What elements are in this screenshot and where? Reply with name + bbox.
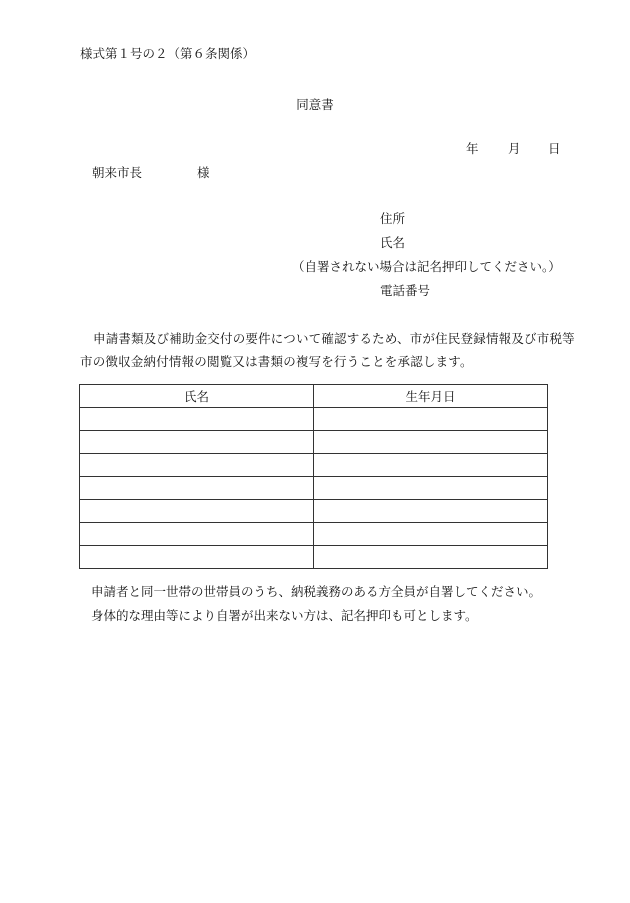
- addressee-name: 朝来市長: [92, 165, 143, 180]
- name-cell[interactable]: [80, 500, 314, 523]
- date-line: [466, 141, 561, 157]
- table-row: [80, 408, 548, 431]
- date-month-label: 月: [508, 141, 521, 156]
- birthdate-cell[interactable]: [314, 454, 548, 477]
- table-row: [80, 431, 548, 454]
- addressee: [92, 165, 210, 181]
- household-members-table: [79, 384, 548, 569]
- column-header-birthdate: 生年月日: [314, 385, 548, 408]
- consent-paragraph: 申請書類及び補助金交付の要件について確認するため、市が住民登録情報及び市税等市の徴収金納付情報の閲覧又は書類の複写を行うことを承認します。: [80, 331, 575, 369]
- table-row: [80, 546, 548, 569]
- name-cell[interactable]: [80, 454, 314, 477]
- form-number: 様式第１号の２（第６条関係）: [80, 46, 256, 61]
- applicant-address-label: 住所: [380, 211, 406, 226]
- name-cell[interactable]: [80, 408, 314, 431]
- name-cell[interactable]: [80, 477, 314, 500]
- birthdate-cell[interactable]: [314, 477, 548, 500]
- table-row: [80, 477, 548, 500]
- footnote-seal-alternative: 身体的な理由等により自署が出来ない方は、記名押印も可とします。: [91, 608, 478, 623]
- birthdate-cell[interactable]: [314, 500, 548, 523]
- birthdate-cell[interactable]: [314, 546, 548, 569]
- column-header-name: 氏名: [80, 385, 314, 408]
- birthdate-cell[interactable]: [314, 408, 548, 431]
- name-cell[interactable]: [80, 431, 314, 454]
- name-cell[interactable]: [80, 546, 314, 569]
- applicant-phone-label: 電話番号: [380, 283, 431, 298]
- birthdate-cell[interactable]: [314, 523, 548, 546]
- name-cell[interactable]: [80, 523, 314, 546]
- applicant-name-label: 氏名: [380, 235, 406, 250]
- date-day-label: 日: [548, 141, 561, 156]
- table-header-row: [80, 385, 548, 408]
- seal-note: （自署されない場合は記名押印してください。）: [292, 259, 561, 274]
- addressee-honorific: 様: [197, 165, 210, 180]
- document-title: 同意書: [296, 97, 334, 112]
- table-row: [80, 523, 548, 546]
- table-row: [80, 454, 548, 477]
- birthdate-cell[interactable]: [314, 431, 548, 454]
- table-row: [80, 500, 548, 523]
- date-year-label: 年: [466, 141, 479, 156]
- footnote-signature: 申請者と同一世帯の世帯員のうち、納税義務のある方全員が自署してください。: [91, 584, 542, 599]
